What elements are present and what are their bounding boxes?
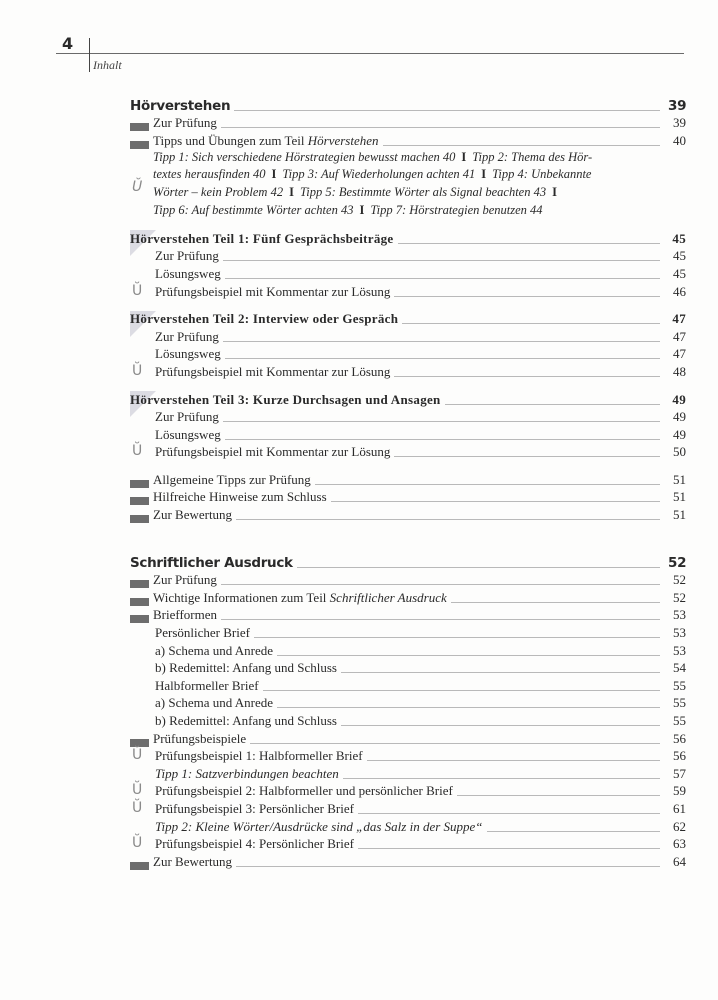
entry-title: Hörverstehen Teil 3: Kurze Durchsagen und Ansagen xyxy=(130,391,441,407)
separator-icon: I xyxy=(461,149,467,164)
tip-text: Tipp 7: Hörstrategien benutzen 44 xyxy=(370,202,543,217)
entry-title: Zur Prüfung xyxy=(155,328,219,344)
entry-title: Prüfungsbeispiel 4: Persönlicher Brief xyxy=(155,836,354,852)
tip-text: Tipp 2: Thema des Hör- xyxy=(472,149,593,164)
page-ref: 56 xyxy=(673,748,686,764)
toc-entry[interactable] xyxy=(130,588,686,606)
dot-leader xyxy=(383,145,660,146)
subsection xyxy=(130,310,686,380)
toc-entry[interactable] xyxy=(130,408,686,426)
page-ref: 52 xyxy=(668,554,687,571)
dot-leader xyxy=(343,778,660,779)
entry-title: Persönlicher Brief xyxy=(155,625,250,641)
entry-title: Halbformeller Brief xyxy=(155,677,259,693)
audio-ear-icon: Ŭ xyxy=(132,835,143,852)
dot-leader xyxy=(398,243,661,244)
header-rule xyxy=(56,53,684,54)
toc-entry[interactable] xyxy=(130,282,686,300)
page-ref: 39 xyxy=(673,115,686,131)
entry-title: Zur Prüfung xyxy=(153,572,217,588)
spacer xyxy=(130,219,686,229)
audio-ear-icon: Ŭ xyxy=(132,443,143,460)
dot-leader xyxy=(254,637,660,638)
page-ref: 49 xyxy=(673,409,686,425)
tip-text: Tipp 6: Auf bestimmte Wörter achten 43 xyxy=(153,202,354,217)
dot-leader xyxy=(394,456,660,457)
tip-line[interactable] xyxy=(153,184,686,202)
dot-leader xyxy=(394,376,660,377)
page-ref: 48 xyxy=(673,363,686,379)
dot-leader xyxy=(223,260,660,261)
entry-title: Zur Bewertung xyxy=(153,507,233,523)
entry-title: Lösungsweg xyxy=(155,346,221,362)
dot-leader xyxy=(263,690,660,691)
audio-ear-icon: Ŭ xyxy=(132,799,143,816)
section-heading[interactable] xyxy=(130,96,686,114)
section-marker-icon xyxy=(130,862,149,870)
entry-title: Tipp 2: Kleine Wörter/Ausdrücke sind „das Salz in der Suppe“ xyxy=(155,818,483,834)
entry-title: a) Schema und Anrede xyxy=(155,695,274,711)
tip-line[interactable] xyxy=(153,202,686,220)
entry-title: a) Schema und Anrede xyxy=(155,642,274,658)
toc-entry[interactable] xyxy=(130,641,686,659)
page-ref: 50 xyxy=(673,444,686,460)
page-ref: 40 xyxy=(673,132,686,148)
dot-leader xyxy=(221,127,660,128)
page-ref: 39 xyxy=(668,97,687,114)
section-marker-icon xyxy=(130,123,149,131)
page-ref: 53 xyxy=(673,642,686,658)
tip-list xyxy=(130,149,686,219)
entry-title: b) Redemittel: Anfang und Schluss xyxy=(155,660,337,676)
toc-entry[interactable] xyxy=(130,505,686,523)
audio-ear-icon: Ŭ xyxy=(132,782,143,799)
entry-title-italic: Schriftlicher Ausdruck xyxy=(329,589,447,605)
toc-entry[interactable] xyxy=(130,782,686,800)
page-ref: 51 xyxy=(673,471,686,487)
entry-title: Hörverstehen Teil 1: Fünf Gesprächsbeiträge xyxy=(130,230,394,246)
entry-title: Prüfungsbeispiel 3: Persönlicher Brief xyxy=(155,800,354,816)
tip-text: Tipp 1: Sich verschiedene Hörstrategien bewusst machen 40 xyxy=(153,149,456,164)
section-marker-icon xyxy=(130,480,149,488)
page-number: 4 xyxy=(62,34,74,53)
dot-leader xyxy=(457,795,660,796)
toc-entry[interactable] xyxy=(130,571,686,589)
toc-entry[interactable] xyxy=(130,835,686,853)
dot-leader xyxy=(221,584,660,585)
dot-leader xyxy=(341,725,660,726)
subsection-heading[interactable] xyxy=(130,310,686,328)
page-ref: 45 xyxy=(673,248,686,264)
entry-title: Zur Bewertung xyxy=(153,853,233,869)
separator-icon: I xyxy=(289,184,294,199)
dot-leader xyxy=(277,707,660,708)
dot-leader xyxy=(394,296,660,297)
page-ref: 47 xyxy=(673,346,686,362)
header-divider xyxy=(89,38,90,72)
dot-leader xyxy=(225,358,660,359)
entry-title: Lösungsweg xyxy=(155,265,221,281)
dot-leader xyxy=(236,866,660,867)
page-ref: 55 xyxy=(673,695,686,711)
toc-entry[interactable] xyxy=(130,131,686,149)
toc-entry[interactable] xyxy=(130,362,686,380)
page-ref: 59 xyxy=(673,783,686,799)
dot-leader xyxy=(367,760,660,761)
toc-entry[interactable] xyxy=(130,470,686,488)
toc-entry[interactable] xyxy=(130,425,686,443)
section-marker-icon xyxy=(130,615,149,623)
entry-title: Hilfreiche Hinweise zum Schluss xyxy=(153,489,327,505)
dot-leader xyxy=(236,519,660,520)
dot-leader xyxy=(358,848,660,849)
audio-ear-icon: Ŭ xyxy=(132,747,143,764)
dot-leader xyxy=(341,672,660,673)
separator-icon: I xyxy=(552,184,557,199)
dot-leader xyxy=(225,439,660,440)
page-ref: 54 xyxy=(673,660,686,676)
toc-entry[interactable] xyxy=(130,747,686,765)
page-ref: 64 xyxy=(673,853,686,869)
tip-text: Wörter – kein Problem 42 xyxy=(153,184,284,199)
toc-entry[interactable] xyxy=(130,488,686,506)
entry-title: Prüfungsbeispiele xyxy=(153,730,247,746)
toc-entry[interactable] xyxy=(130,852,686,870)
entry-title: Zur Prüfung xyxy=(155,409,219,425)
dot-leader xyxy=(234,110,660,111)
entry-title: Zur Prüfung xyxy=(153,115,217,131)
spacer xyxy=(130,460,686,470)
page-ref: 45 xyxy=(672,230,686,246)
toc-entry[interactable] xyxy=(130,247,686,265)
page-ref: 55 xyxy=(673,713,686,728)
page-ref: 53 xyxy=(673,625,686,641)
dot-leader xyxy=(358,813,660,814)
page-ref: 61 xyxy=(673,800,686,816)
section-marker-icon xyxy=(130,739,149,747)
tip-text: Tipp 3: Auf Wiederholungen achten 41 xyxy=(282,167,476,182)
dot-leader xyxy=(277,655,660,656)
subsection-heading[interactable] xyxy=(130,390,686,408)
toc-entry[interactable] xyxy=(130,764,686,782)
audio-ear-icon: Ŭ xyxy=(132,282,143,299)
dot-leader xyxy=(445,404,660,405)
entry-title: Hörverstehen Teil 2: Interview oder Gespräch xyxy=(130,311,399,327)
page-ref: 51 xyxy=(673,507,686,523)
dot-leader xyxy=(402,323,660,324)
dot-leader xyxy=(221,619,660,620)
section-marker-icon xyxy=(130,141,149,149)
entry-title: Tipp 1: Satzverbindungen beachten xyxy=(155,765,339,781)
subsection xyxy=(130,390,686,460)
entry-title: Allgemeine Tipps zur Prüfung xyxy=(153,471,311,487)
table-of-contents xyxy=(130,96,686,870)
section-heading[interactable] xyxy=(130,553,686,571)
toc-entry[interactable] xyxy=(130,264,686,282)
separator-icon: I xyxy=(481,167,487,182)
toc-entry[interactable] xyxy=(130,114,686,132)
page-ref: 57 xyxy=(673,765,686,781)
dot-leader xyxy=(315,484,660,485)
page-ref: 52 xyxy=(673,572,686,588)
dot-leader xyxy=(250,743,660,744)
page-ref: 46 xyxy=(673,283,686,299)
entry-title: Prüfungsbeispiel 1: Halbformeller Brief xyxy=(155,748,363,764)
page-ref: 49 xyxy=(672,391,686,407)
entry-title: b) Redemittel: Anfang und Schluss xyxy=(155,713,337,728)
entry-title: Hörverstehen xyxy=(130,97,231,114)
entry-title: Briefformen xyxy=(153,607,218,623)
audio-ear-icon: Ŭ xyxy=(132,178,143,195)
separator-icon: I xyxy=(271,167,277,182)
dot-leader xyxy=(451,602,660,603)
entry-title: Wichtige Informationen zum Teil Schriftlicher Ausdruck xyxy=(153,589,447,605)
entry-title: Schriftlicher Ausdruck xyxy=(130,554,293,571)
page-ref: 53 xyxy=(673,607,686,623)
entry-title: Lösungsweg xyxy=(155,426,221,442)
section-marker-icon xyxy=(130,515,149,523)
entry-title: Prüfungsbeispiel mit Kommentar zur Lösung xyxy=(155,363,391,379)
dot-leader xyxy=(297,567,660,568)
page-ref: 62 xyxy=(673,818,686,834)
spacer xyxy=(130,380,686,390)
entry-title: Zur Prüfung xyxy=(155,248,219,264)
section-marker-icon xyxy=(130,580,149,588)
toc-entry[interactable] xyxy=(130,623,686,641)
subsection-heading[interactable] xyxy=(130,229,686,247)
entry-title-italic: Hörverstehen xyxy=(307,132,379,148)
tip-line[interactable] xyxy=(153,149,686,167)
entry-title: Tipps und Übungen zum Teil Hörverstehen xyxy=(153,132,379,148)
page-ref: 52 xyxy=(673,589,686,605)
toc-entry[interactable] xyxy=(130,729,686,747)
dot-leader xyxy=(331,501,660,502)
audio-ear-icon: Ŭ xyxy=(132,362,143,379)
toc-entry[interactable] xyxy=(130,817,686,835)
page-ref: 55 xyxy=(673,677,686,693)
page-ref: 45 xyxy=(673,265,686,281)
section-marker-icon xyxy=(130,497,149,505)
toc-entry[interactable] xyxy=(130,676,686,694)
toc-entry[interactable] xyxy=(130,327,686,345)
page-ref: 47 xyxy=(672,311,686,327)
spacer xyxy=(130,523,686,553)
subsection xyxy=(130,229,686,299)
toc-entry[interactable] xyxy=(130,345,686,363)
toc-entry[interactable] xyxy=(130,694,686,712)
toc-entry[interactable] xyxy=(130,443,686,461)
breadcrumb: Inhalt xyxy=(93,58,122,72)
separator-icon: I xyxy=(359,202,365,217)
toc-entry[interactable] xyxy=(130,711,686,729)
tip-text: textes herausfinden 40 xyxy=(153,167,266,182)
tip-text: Tipp 5: Bestimmte Wörter als Signal beachten 43 xyxy=(299,184,547,199)
entry-title: Prüfungsbeispiel 2: Halbformeller und persönlicher Brief xyxy=(155,783,453,799)
toc-entry[interactable] xyxy=(130,799,686,817)
page-ref: 51 xyxy=(673,489,686,505)
dot-leader xyxy=(487,831,660,832)
page-ref: 49 xyxy=(673,426,686,442)
page-ref: 63 xyxy=(673,836,686,852)
dot-leader xyxy=(225,278,660,279)
toc-entry[interactable] xyxy=(130,606,686,624)
tip-text: Tipp 4: Unbekannte xyxy=(492,167,592,182)
toc-entry[interactable] xyxy=(130,659,686,677)
entry-title: Prüfungsbeispiel mit Kommentar zur Lösung xyxy=(155,283,391,299)
section-marker-icon xyxy=(130,598,149,606)
spacer xyxy=(130,300,686,310)
dot-leader xyxy=(223,421,660,422)
entry-title: Prüfungsbeispiel mit Kommentar zur Lösung xyxy=(155,444,391,460)
page-ref: 56 xyxy=(673,730,686,746)
page-ref: 47 xyxy=(673,328,686,344)
dot-leader xyxy=(223,341,660,342)
tip-line[interactable] xyxy=(153,166,686,184)
